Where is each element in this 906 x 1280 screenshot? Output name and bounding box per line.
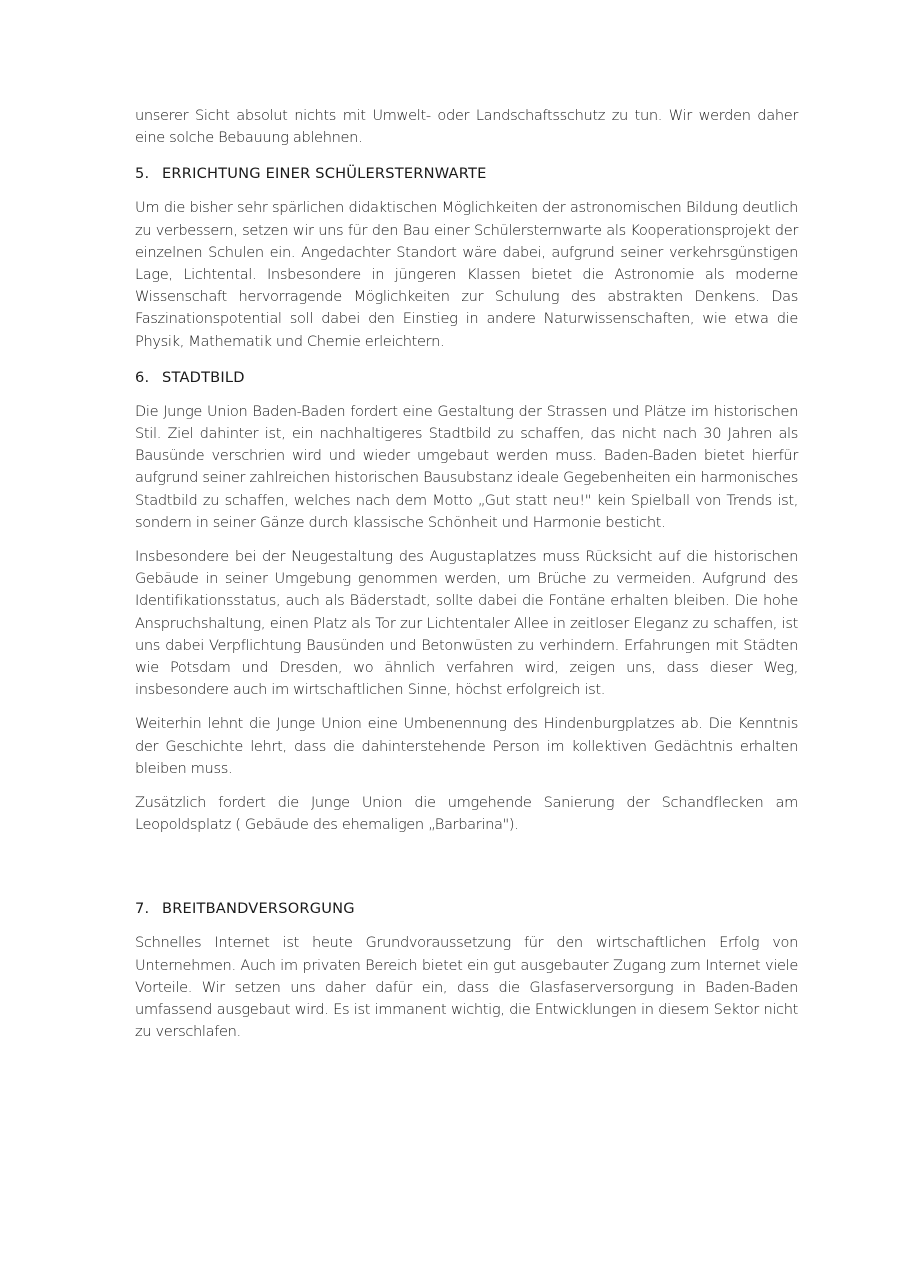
section-7-paragraph-1: Schnelles Internet ist heute Grundvoraussetzung für den wirtschaftlichen Erfolg von Unternehmen. Auch im privaten Bereich bietet ein gut ausgebauter Zugang zum Internet viele Vorteile. Wir setzen uns daher dafür ein, dass die Glasfaserversorgung in Baden-Baden umfassend ausgebaut wird. Es ist immanent wichtig, die Entwicklungen in diesem Sektor nicht zu verschlafen. (135, 934, 798, 1041)
document-page (135, 105, 798, 1056)
section-heading-6 (135, 367, 798, 389)
section-number: 5. (135, 165, 150, 183)
section-5-paragraph-1: Um die bisher sehr spärlichen didaktischen Möglichkeiten der astronomischen Bildung deutlich zu verbessern, setzen wir uns für den Bau einer Schülersternwarte als Kooperationsprojekt der einzelnen Schulen ein. Angedachter Standort wäre dabei, aufgrund seiner verkehrsgünstigen Lage, Lichtental. Insbesondere in jüngeren Klassen bietet die Astronomie als moderne Wissenschaft hervorragende Möglichkeiten zur Schulung des abstrakten Denkens. Das Faszinationspotential soll dabei den Einstieg in andere Naturwissenschaften, wie etwa die Physik, Mathematik und Chemie erleichtern. (135, 199, 798, 350)
section-heading-5 (135, 163, 798, 185)
section-6-paragraph-4: Zusätzlich fordert die Junge Union die umgehende Sanierung der Schandflecken am Leopoldsplatz ( Gebäude des ehemaligen „Barbarina"). (135, 794, 798, 834)
section-title: STADTBILD (162, 368, 245, 386)
section-number: 7. (135, 900, 150, 918)
section-6-paragraph-1: Die Junge Union Baden-Baden fordert eine Gestaltung der Strassen und Plätze im historischen Stil. Ziel dahinter ist, ein nachhaltigeres Stadtbild zu schaffen, das nicht nach 30 Jahren als Bausünde verschrien wird und wieder umgebaut werden muss. Baden-Baden bietet hierfür aufgrund seiner zahlreichen historischen Bausubstanz ideale Gegebenheiten ein harmonisches Stadtbild zu schaffen, welches nach dem Motto „Gut statt neu!" kein Spielball von Trends ist, sondern in seiner Gänze durch klassische Schönheit und Harmonie besticht. (135, 402, 798, 531)
section-title: ERRICHTUNG EINER SCHÜLERSTERNWARTE (162, 165, 487, 183)
section-spacer (135, 848, 798, 884)
section-number: 6. (135, 368, 150, 386)
section-title: BREITBANDVERSORGUNG (162, 900, 355, 918)
section-6-paragraph-3: Weiterhin lehnt die Junge Union eine Umbenennung des Hindenburgplatzes ab. Die Kenntnis der Geschichte lehrt, dass die dahinterstehende Person im kollektiven Gedächtnis erhalten bleiben muss. (135, 715, 798, 777)
intro-paragraph: unserer Sicht absolut nichts mit Umwelt- oder Landschaftsschutz zu tun. Wir werden daher eine solche Bebauung ablehnen. (135, 107, 798, 147)
section-6-paragraph-2: Insbesondere bei der Neugestaltung des Augustaplatzes muss Rücksicht auf die historischen Gebäude in seiner Umgebung genommen werden, um Brüche zu vermeiden. Aufgrund des Identifikationsstatus, auch als Bäderstadt, sollte dabei die Fontäne erhalten bleiben. Die hohe Anspruchshaltung, einen Platz als Tor zur Lichtentaler Allee in zeitloser Eleganz zu schaffen, ist uns dabei Verpflichtung Bausünden und Betonwüsten zu verhindern. Erfahrungen mit Städten wie Potsdam und Dresden, wo ähnlich verfahren wird, zeigen uns, dass dieser Weg, insbesondere auch im wirtschaftlichen Sinne, höchst erfolgreich ist. (135, 548, 798, 699)
section-heading-7 (135, 898, 798, 920)
